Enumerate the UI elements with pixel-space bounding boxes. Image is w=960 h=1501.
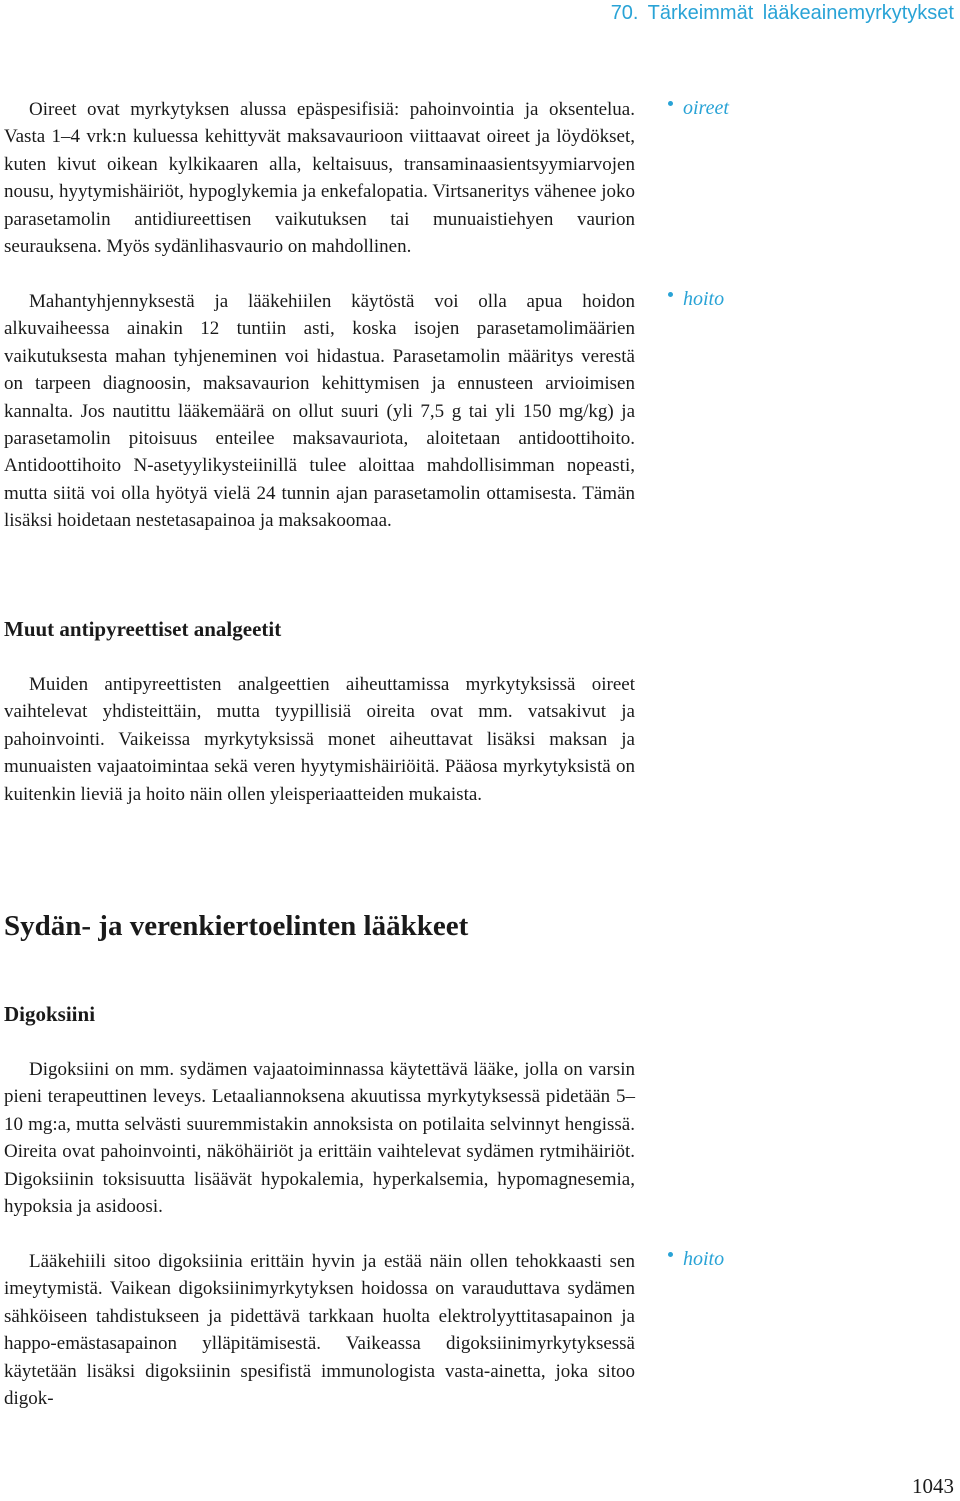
margin-note-oireet [668,97,729,120]
heading-other-analgesics: Muut antipyreettiset analgeetit [4,617,282,641]
paragraph-symptoms: Oireet ovat myrkytyksen alussa epäspesifisiä: pahoinvointia ja oksentelua. Vasta 1–4 vrk:n kuluessa kehittyvät maksavaurioon viittaavat oireet ja löydökset, kuten kivut oikean kylkikaaren alla, keltaisuus, transaminaasientsyymiarvojen nousu, hyytymishäiriöt, hypoglykemia ja enkefalopatia. Virtsaneritys vähenee joko parasetamolin antidiureettisen vaikutuksen tai munuaistiehyen vaurion seurauksena. Myös sydänlihasvaurio on mahdollinen. [4,99,635,258]
bullet-icon [668,1252,673,1257]
margin-note-hoito-1 [668,288,724,311]
running-head: 70. Tärkeimmät lääkeainemyrkytykset [610,2,954,24]
paragraph-other-analgesics: Muiden antipyreettisten analgeettien aiheuttamissa myrkytyksissä oireet vaihtelevat yhdisteittäin, mutta tyypillisiä oireita ovat mm. vatsakivut ja pahoinvointi. Vaikeissa myrkytyksissä monet aiheuttavat lisäksi maksan ja munuaisten vajaatoimintaa sekä veren hyytymishäiriöitä. Pääosa myrkytyksistä on kuitenkin lieviä ja hoito näin ollen yleisperiaatteiden mukaista. [4,674,635,805]
heading-digoxin: Digoksiini [4,1002,96,1026]
margin-note-label: hoito [683,288,725,310]
margin-note-hoito-2 [668,1248,724,1271]
margin-note-label: oireet [683,97,729,119]
paragraph-digoxin-treatment: Lääkehiili sitoo digoksiinia erittäin hyvin ja estää näin ollen tehokkaasti sen imeytymistä. Vaikean digoksiinimyrkytyksen hoidossa on varauduttava sydämen sähköiseen tahdistukseen ja pidettävä tarkkaan huolta elektrolyyttitasapainon ja happo-emästasapainon ylläpitämisestä. Vaikeassa digoksiinimyrkytyksessä käytetään lisäksi digoksiinin spesifistä immunologista vasta-ainetta, joka sitoo digok- [4,1251,635,1410]
paragraph-treatment: Mahantyhjennyksestä ja lääkehiilen käytöstä voi olla apua hoidon alkuvaiheessa ainakin 12 tuntiin asti, koska isojen parasetamolimäärien vaikutuksesta mahan tyhjeneminen voi hidastua. Parasetamolin määritys verestä on tarpeen diagnoosin, maksavaurion kehittymisen ja ennusteen arvioimisen kannalta. Jos nautittu lääkemäärä on ollut suuri (yli 7,5 g tai yli 150 mg/kg) ja parasetamolin pitoisuus enteilee maksavauriota, aloitetaan antidoottihoito. Antidoottihoito N-asetyylikysteiinillä tulee aloittaa mahdollisimman nopeasti, mutta siitä voi olla hyötyä vielä 24 tunnin ajan parasetamolin ottamisesta. Tämän lisäksi hoidetaan nestetasapainoa ja maksakoomaa. [4,291,635,532]
page-number: 1043 [912,1474,954,1498]
bullet-icon [668,292,673,297]
paragraph-digoxin-symptoms: Digoksiini on mm. sydämen vajaatoiminnassa käytettävä lääke, jolla on varsin pieni terapeuttinen leveys. Letaaliannoksena akuutissa myrkytyksessä pidetään 5–10 mg:a, mutta selvästi suuremmistakin annoksista on potilaita selvinnyt hengissä. Oireita ovat pahoinvointi, näköhäiriöt ja erittäin vaihtelevat sydämen rytmihäiriöt. Digoksiinin toksisuutta lisäävät hypokalemia, hyperkalsemia, hypomagnesemia, hypoksia ja asidoosi. [4,1059,635,1218]
bullet-icon [668,101,673,106]
heading-cardiovascular-drugs: Sydän- ja verenkiertoelinten lääkkeet [4,910,469,942]
margin-note-label: hoito [683,1248,725,1270]
